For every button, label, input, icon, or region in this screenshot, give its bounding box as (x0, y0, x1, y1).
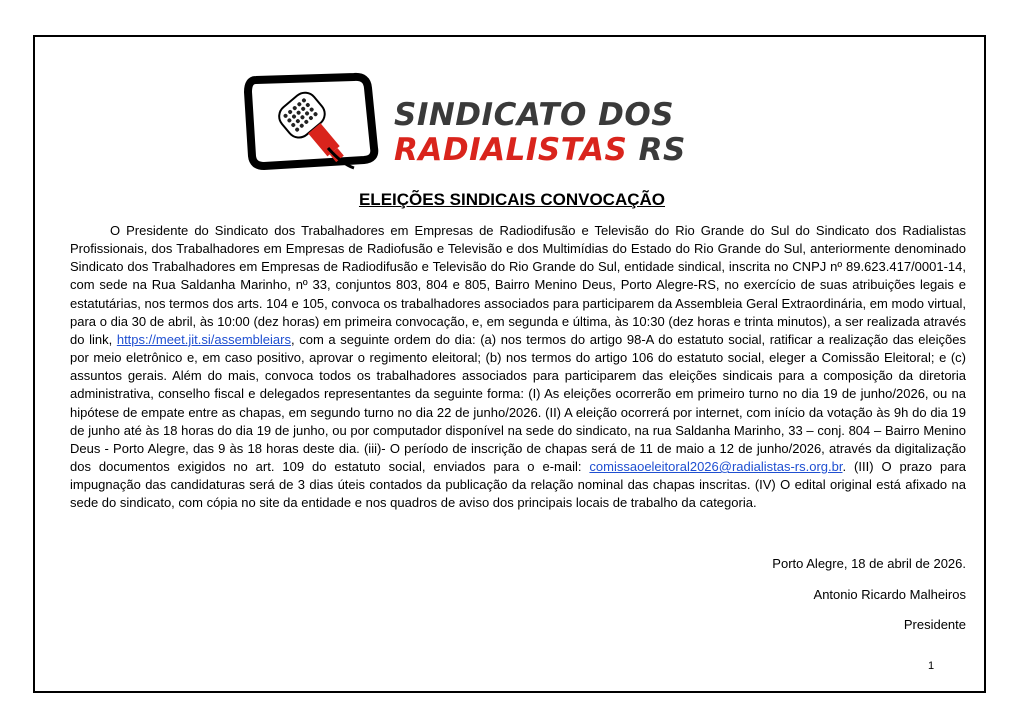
document-body (70, 222, 966, 513)
signature-role: Presidente (903, 617, 966, 632)
document-title: ELEIÇÕES SINDICAIS CONVOCAÇÃO (358, 190, 666, 209)
page-number: 1 (928, 660, 935, 672)
signature-date: Porto Alegre, 18 de abril de 2026. (772, 556, 966, 571)
email-link[interactable]: comissaoeleitoral2026@radialistas-rs.org.br (589, 459, 843, 475)
union-logo (242, 68, 762, 180)
logo-line-2-red: RADIALISTAS (394, 132, 628, 168)
logo-line-1: SINDICATO DOS (394, 97, 675, 133)
logo-line-2-dark: RS (638, 132, 686, 168)
microphone-tv-icon (242, 68, 392, 180)
meeting-link[interactable]: https://meet.jit.si/assembleiars (116, 331, 291, 347)
body-part-1: O Presidente do Sindicato dos Trabalhadores em Empresas de Radiodifusão e Televisão do Rio Grande do Sul do Sindicato dos Radialistas Profissionais, dos Trabalhadores em Empresas de Radiofusão e Televisão e dos Multimídias do Estado do Rio Grande do Sul, anteriormente denominado Sindicato dos Trabalhadores em Empresas de Radiodifusão e Televisão do Rio Grande do Sul, entidade sindical, inscrita no CNPJ nº 89.623.417/0001-14, com sede na Rua Saldanha Marinho, nº 33, conjuntos 803, 804 e 805, Bairro Menino Deus, Porto Alegre-RS, no exercício de suas atribuições legais e estatutárias, nos termos dos arts. 104 e 105, convoca os trabalhadores associados para participarem da Assembleia Geral Extraordinária, em modo virtual, para o dia 30 de abril, às 10:00 (dez horas) em primeira convocação, e, em segunda e última, às 10:30 (dez horas e trinta minutos), a ser realizada através do link, (70, 223, 966, 347)
body-part-2: , com a seguinte ordem do dia: (a) nos termos do artigo 98-A do estatuto social, ratificar a realização das eleições por meio eletrônico e, em caso positivo, aprovar o regimento eleitoral; (b) nos termos do artigo 106 do estatuto social, eleger a Comissão Eleitoral; e (c) assuntos gerais. Além do mais, convoca todos os trabalhadores associados para participarem das eleições sindicais para a composição da diretoria administrativa, conselho fiscal e delegados representantes da seguinte forma: (I) As eleições ocorrerão em primeiro turno no dia 19 de junho/2026, ou na hipótese de empate entre as chapas, em segundo turno no dia 22 de junho/2026. (II) A eleição ocorrerá por internet, com início da votação às 9h do dia 19 de junho até às 18 horas do dia 19 de junho, ou por computador disponível na sede do sindicato, na rua Saldanha Marinho, 33 – conj. 804 – Bairro Menino Deus - Porto Alegre, das 9 às 18 horas deste dia. (iii)- O período de inscrição de chapas será de 11 de maio a 12 de junho/2026, através da digitalização dos documentos exigidos no art. 109 do estatuto social, enviados para o e-mail: (70, 331, 966, 475)
body-part-3: . (III) O prazo para impugnação das candidaturas será de 3 dias úteis contados da publicação da relação nominal das chapas inscritas. (IV) O edital original está afixado na sede do sindicato, com cópia no site da entidade e nos quadros de aviso dos principais locais de trabalho da categoria. (70, 459, 966, 511)
logo-line-2 (394, 132, 686, 168)
signature-name: Antonio Ricardo Malheiros (813, 587, 966, 602)
